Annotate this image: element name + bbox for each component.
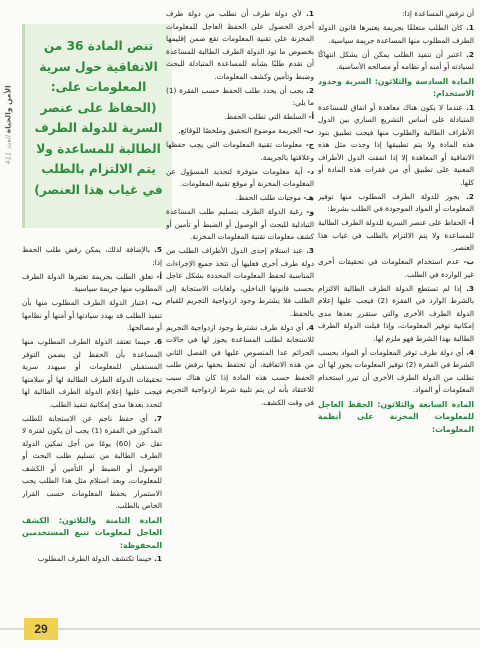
list-text: يجب أن يحدد طلب الحفظ حسب الفقرة (1) ما يلي: [166, 85, 314, 107]
list-item [166, 111, 314, 124]
list-item [166, 322, 314, 410]
list-text: حينما تعتقد الدولة الطرف المطلوب منها المساعدة بأن الحفظ لن يضمن التوفر المستقبلي للمعلومات أو سيهدد سرية تحقيقات الدولة الطرف الطالبة لها أو سلامتها فيجب عليها إعلام الدولة الطرف الطالبة لها لتحدد بعدها مدى إمكانية تنفيذ الطلب. [22, 337, 162, 409]
list-text: كان الطلب متعلقًا بجريمة يعتبرها قانون الدولة الطرف المطلوب منها المساعدة جريمة سياسية. [318, 23, 474, 45]
page-footer [0, 618, 480, 648]
list-item [22, 244, 162, 269]
list-text: بالإضافة لذلك، يمكن رفض طلب الحفظ إذا: [22, 245, 162, 267]
list-text: تعلق الطلب بجريمة تعتبرها الدولة الطرف المطلوب منها جريمة سياسية. [22, 271, 162, 293]
list-item [318, 49, 474, 74]
list-item [166, 85, 314, 110]
list-text: عندما لا يكون هناك معاهدة أو اتفاق للمساعدة المتبادلة على أساس التشريع الساري بين الدول الأطراف الطالبة والطلوب منها فيجب تطبيق بنود هذه المادة ولا يتم تطبيقها إذا وجدت مثل هذه الاتفاقية أو المعاهدة إلا إذا اتفقت الدول الأطراف المعنية على تطبيق أي من فقرات هذه المادة أو كلها. [318, 102, 474, 187]
list-text: لأي دولة طرف أن تطلب من دولة طرف أخرى الحصول على الحفظ العاجل للمعلومات المخزنة على تقنية المعلومات تقع ضمن إقليمها بخصوص ما تود الدولة الطرف الطالبة للمساعدة أن تقدم طلبًا بشأنه للمساعدة المتبادلة للبحث وضبط وتأمين وكشف المعلومات. [166, 9, 314, 81]
list-text: يجوز للدولة الطرف المطلوب منها توفير المعلومات أو المواد الموجودة في الطلب بشرط: [318, 191, 474, 213]
list-marker: 7. [154, 413, 162, 423]
article-heading: المادة الثامنة والثلاثون: الكشف العاجل لمعلومات تتبع المستخدمين المحفوظة: [22, 515, 162, 550]
list-marker: 3. [466, 283, 474, 293]
list-marker: 5. [154, 245, 162, 254]
list-marker: و- [306, 207, 314, 216]
left-column [22, 244, 162, 614]
list-text: اعتبار الدولة الطرف المطلوب منها بأن تنفيذ الطلب قد يهدد سيادتها أو أمنها أو نظامها أو مصالحها. [22, 298, 162, 332]
list-marker: 1. [466, 23, 474, 32]
list-marker: 6. [154, 337, 162, 346]
list-marker: ج- [305, 140, 314, 149]
list-marker: 1. [306, 9, 314, 18]
list-marker: 2. [466, 49, 474, 59]
list-text: الحفاظ على عنصر السرية للدولة الطرف الطالبة للمساعدة ولا يتم الالتزام بالطلب في غياب هذا العنصر. [318, 218, 474, 252]
list-item [22, 271, 162, 296]
list-marker: 2. [466, 191, 474, 201]
list-marker: ب- [303, 126, 314, 135]
side-label-text [4, 85, 13, 164]
list-text: أية معلومات متوفرة لتحديد المسؤول عن المعلومات المخزنة أو موقع تقنية المعلومات. [166, 166, 314, 188]
list-marker: أ- [468, 218, 474, 227]
list-marker: أ- [156, 271, 162, 281]
list-text: اعتبر أن تنفيذ الطلب يمكن أن يشكل انتهاكًا لسيادته أو أمنه أو نظامه أو مصالحه الأساسية. [318, 49, 474, 71]
footer-rule [0, 628, 480, 630]
list-item [166, 245, 314, 320]
list-item [22, 553, 162, 566]
list-text: السلطة التي تطلب الحفظ. [224, 112, 307, 121]
list-text: أي حفظ ناجم عن الاستجابة للطلب المذكور في الفقرة (1) يجب أن يكون لفترة لا تقل عن (60) يومًا من أجل تمكين الدولة الطرف الطالبة من تسليم طلب البحث أو الوصول أو الضبط أو التأمين أو الكشف للمعلومات، وبعد استلام مثل هذا الطلب يجب الاستمرار بحفظ المعلومات حسب القرار الخاص بالطلب. [22, 413, 162, 510]
list-text: حينما تكتشف الدولة الطرف المطلوب [37, 554, 152, 563]
list-text: معلومات تقنية المعلومات التي يجب حفظها وعلاقتها بالجريمة. [166, 140, 314, 162]
highlight-quote: تنص المادة 36 من الاتفاقية حول سرية المعلومات على: (الحفاظ على عنصر السرية للدولة الطرف الطالبة للمساعدة ولا يتم الالتزام بالطلب في غياب هذا العنصر) [34, 39, 163, 197]
paragraph: أن ترفض المساعدة إذا: [402, 9, 474, 18]
article-heading: المادة السابعة والثلاثون: الحفظ العاجل للمعلومات المخزنة على أنظمة المعلومات: [318, 399, 474, 434]
list-item [318, 283, 474, 346]
list-text: موجبات طلب الحفظ. [235, 193, 302, 202]
list-item [22, 297, 162, 335]
list-marker: ب- [151, 298, 162, 307]
list-item [318, 256, 474, 281]
right-column [318, 8, 474, 614]
list-item [318, 102, 474, 190]
highlight-box [22, 24, 172, 228]
list-marker: 2. [306, 85, 314, 95]
list-item [318, 347, 474, 397]
middle-column [166, 8, 314, 614]
list-marker: 4. [306, 322, 314, 332]
list-item [166, 139, 314, 164]
list-item [166, 206, 314, 244]
list-item [166, 192, 314, 205]
page-number: 29 [24, 618, 58, 640]
magazine-name: الأمن والحياة [3, 85, 13, 134]
side-label [0, 20, 16, 230]
list-text: الجريمة موضوع التحقيق وملخصًا للوقائع. [178, 126, 302, 135]
list-marker: 1. [154, 554, 162, 563]
list-marker: 3. [306, 246, 314, 255]
list-text: إذا لم تستطع الدولة الطرف الطالبة الالتزام بالشرط الوارد في الفقرة (2) فيجب عليها إعلام الدولة الطرف الأخرى والتي ستقرر بعدها مدى إمكانية توفير المعلومات، وإذا قبلت الدولة الطرف الطالبة بهذا الشرط فهو ملزم لها. [318, 283, 474, 343]
list-marker: د- [307, 166, 314, 176]
list-item [318, 191, 474, 216]
article-heading: المادة السادسة والثلاثون: السرية وحدود الاستخدام: [318, 76, 474, 98]
list-item [318, 217, 474, 255]
list-marker: 1. [466, 102, 474, 112]
list-text: أي دولة طرف تشترط وجود ازدواجية التجريم للاستجابة لطلب المساعدة يجوز لها في حالات الجرائم عدا المنصوص عليها في الفصل الثاني من هذه الاتفاقية، أن تحتفظ بحقها برفض طلب الحفظ حسب هذه المادة إذا كان هناك سبب للاعتقاد بأنه لن يتم تلبية شرط ازدواجية التجريم في وقت الكشف. [166, 322, 314, 407]
list-text: رغبة الدولة الطرف بتسليم طلب المساعدة التبادلية للبحث أو الوصول أو الضبط أو تأمين أو كشف معلومات تقنية المعلومات المخزنة. [166, 207, 314, 241]
list-item [22, 336, 162, 411]
issue-number: العدد 411 [4, 135, 13, 165]
list-marker: ب- [463, 257, 474, 266]
list-text: عند استلام إحدى الدول الأطراف الطلب من دولة طرف أخرى فعليها أن تتخذ جميع الإجراءات المناسبة لحفظ المعلومات المحددة بشكل عاجل بحسب قانونها الداخلي، ولغايات الاستجابة إلى الطلب فلا يشترط وجود ازدواجية التجريم للقيام بالحفظ. [166, 246, 314, 318]
list-marker: هـ- [303, 193, 314, 202]
list-text: عدم استخدام المعلومات في تحقيقات أخرى غير الواردة في الطلب. [318, 257, 474, 279]
list-item [166, 8, 314, 83]
list-item [22, 413, 162, 513]
list-item [318, 22, 474, 47]
list-text: أي دولة طرف توفر المعلومات أو المواد بحسب الشرط في الفقرة (2) توفير المعلومات يجوز لها أن تطلب من الدولة الطرف الأخرى أن تبرر استخدام المعلومات أو المواد. [318, 347, 474, 394]
list-marker: أ- [308, 112, 314, 121]
list-item [166, 166, 314, 191]
list-item [166, 125, 314, 138]
list-marker: 4. [466, 347, 474, 357]
